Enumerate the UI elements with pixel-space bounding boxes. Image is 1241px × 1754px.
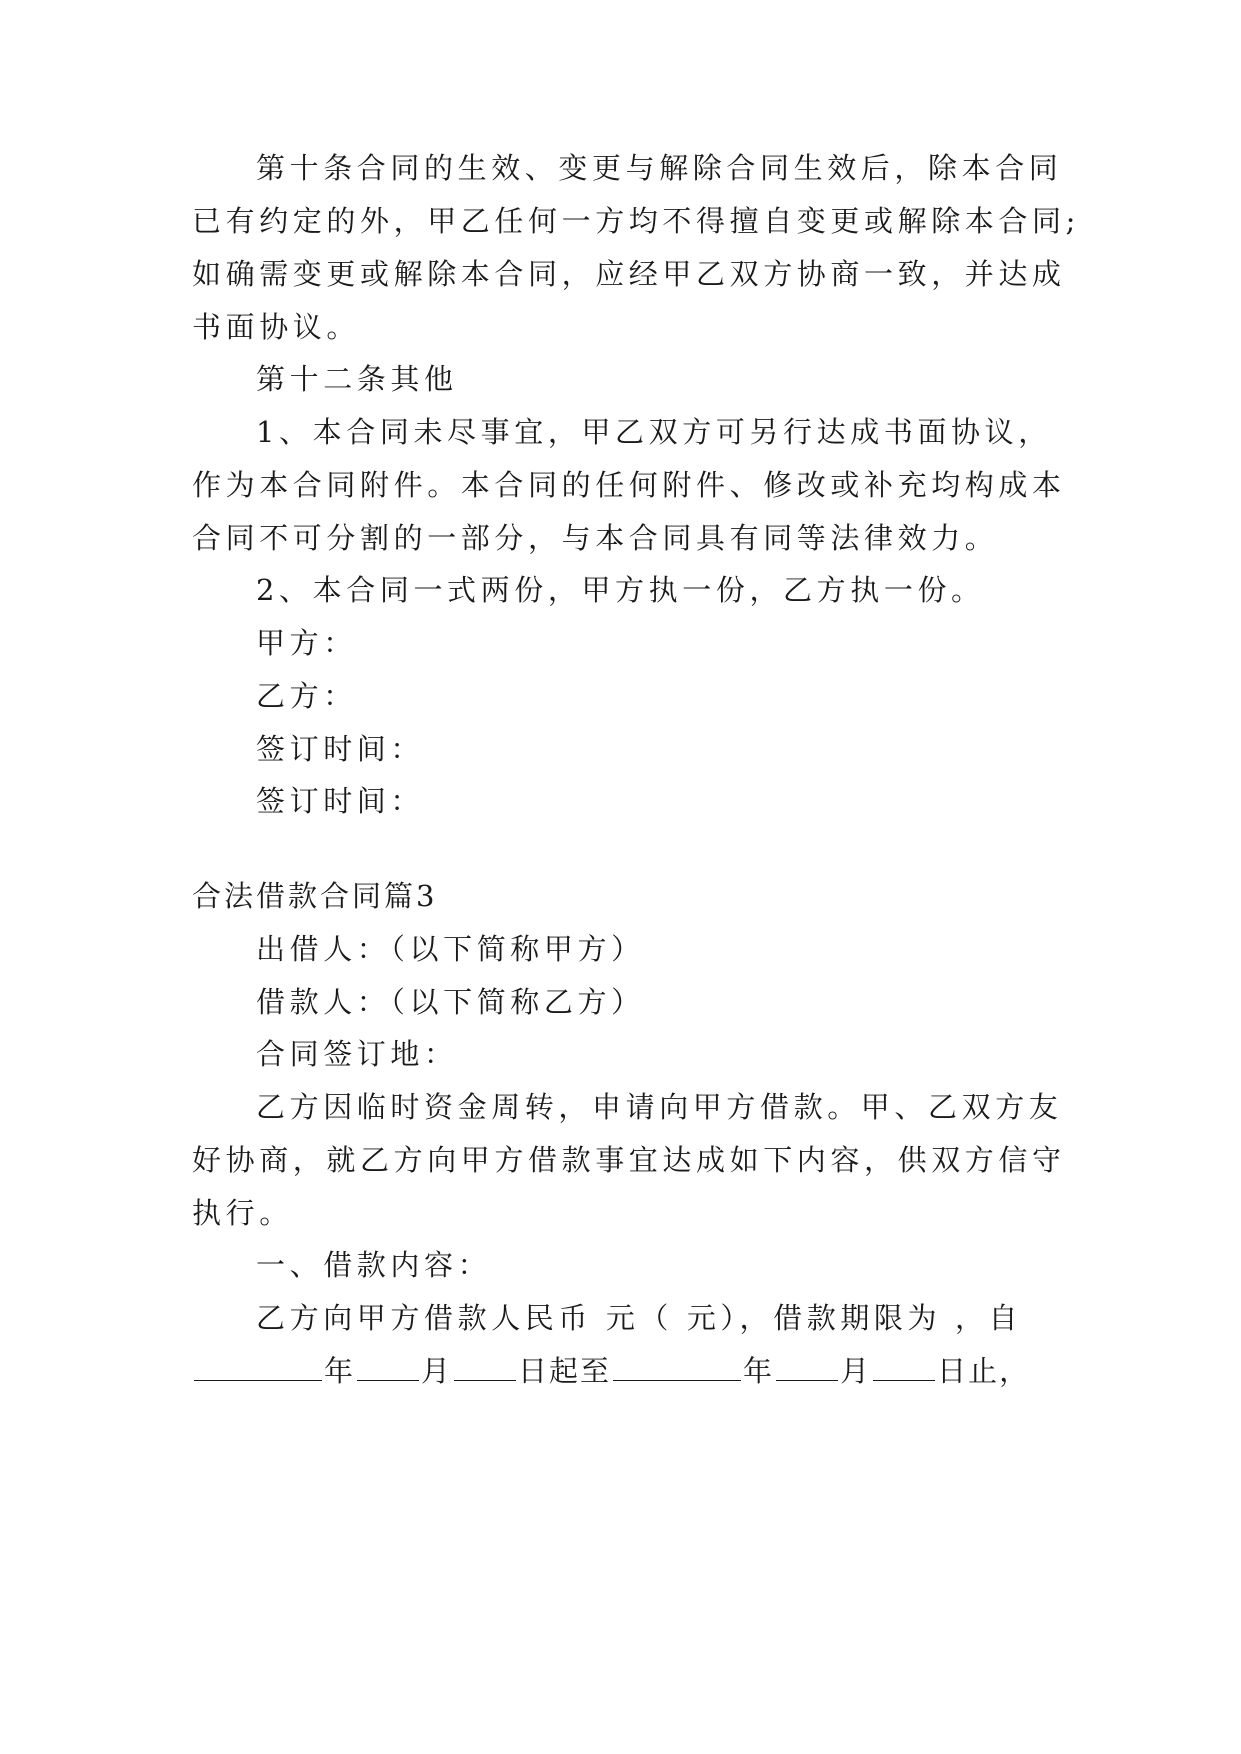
- contract3-loan-line1: 乙方向甲方借款人民币 元（ 元），借款期限为 ，自: [256, 1301, 1023, 1335]
- label-year-b: 年: [743, 1354, 775, 1388]
- article12-item1-line1: 1、本合同未尽事宜，甲乙双方可另行达成书面协议，: [256, 415, 1052, 449]
- signature-time-2: 签订时间：: [256, 784, 425, 818]
- contract3-intro-line1: 乙方因临时资金周转，申请向甲方借款。甲、乙双方友: [256, 1090, 1063, 1124]
- article12-heading: 第十二条其他: [256, 362, 458, 396]
- blank-start-year[interactable]: [194, 1354, 322, 1381]
- contract3-intro-line3: 执行。: [192, 1196, 293, 1230]
- article10-line2: 已有约定的外，甲乙任何一方均不得擅自变更或解除本合同;: [192, 204, 1080, 238]
- blank-end-year[interactable]: [613, 1354, 741, 1381]
- article12-item2: 2、本合同一式两份，甲方执一份，乙方执一份。: [256, 573, 985, 607]
- contract3-intro-line2: 好协商，就乙方向甲方借款事宜达成如下内容，供双方信守: [192, 1143, 1066, 1177]
- contract3-borrower: 借款人：（以下简称乙方）: [256, 985, 645, 1019]
- blank-start-day[interactable]: [454, 1354, 516, 1381]
- label-year-a: 年: [324, 1354, 356, 1388]
- contract3-title: 合法借款合同篇3: [192, 879, 438, 913]
- signature-time-1: 签订时间：: [256, 732, 425, 766]
- blank-end-month[interactable]: [776, 1354, 838, 1381]
- blank-end-day[interactable]: [873, 1354, 935, 1381]
- contract3-lender: 出借人：（以下简称甲方）: [256, 932, 645, 966]
- article12-item1-line2: 作为本合同附件。本合同的任何附件、修改或补充均构成本: [192, 468, 1066, 502]
- label-day-to: 日止，: [937, 1354, 1031, 1388]
- label-month-b: 月: [840, 1354, 872, 1388]
- article10-line1: 第十条合同的生效、变更与解除合同生效后，除本合同: [256, 151, 1063, 185]
- signature-party-a: 甲方：: [256, 626, 357, 660]
- article10-line3: 如确需变更或解除本合同，应经甲乙双方协商一致，并达成: [192, 257, 1066, 291]
- article10-line4: 书面协议。: [192, 310, 361, 344]
- signature-party-b: 乙方：: [256, 679, 357, 713]
- article12-item1-line3: 合同不可分割的一部分，与本合同具有同等法律效力。: [192, 521, 999, 555]
- contract3-place: 合同签订地：: [256, 1037, 458, 1071]
- contract3-loan-line2: [192, 1351, 1042, 1391]
- label-month-a: 月: [421, 1354, 453, 1388]
- contract3-section1-heading: 一、借款内容：: [256, 1248, 492, 1282]
- label-day-from: 日起至: [518, 1354, 612, 1388]
- blank-start-month[interactable]: [357, 1354, 419, 1381]
